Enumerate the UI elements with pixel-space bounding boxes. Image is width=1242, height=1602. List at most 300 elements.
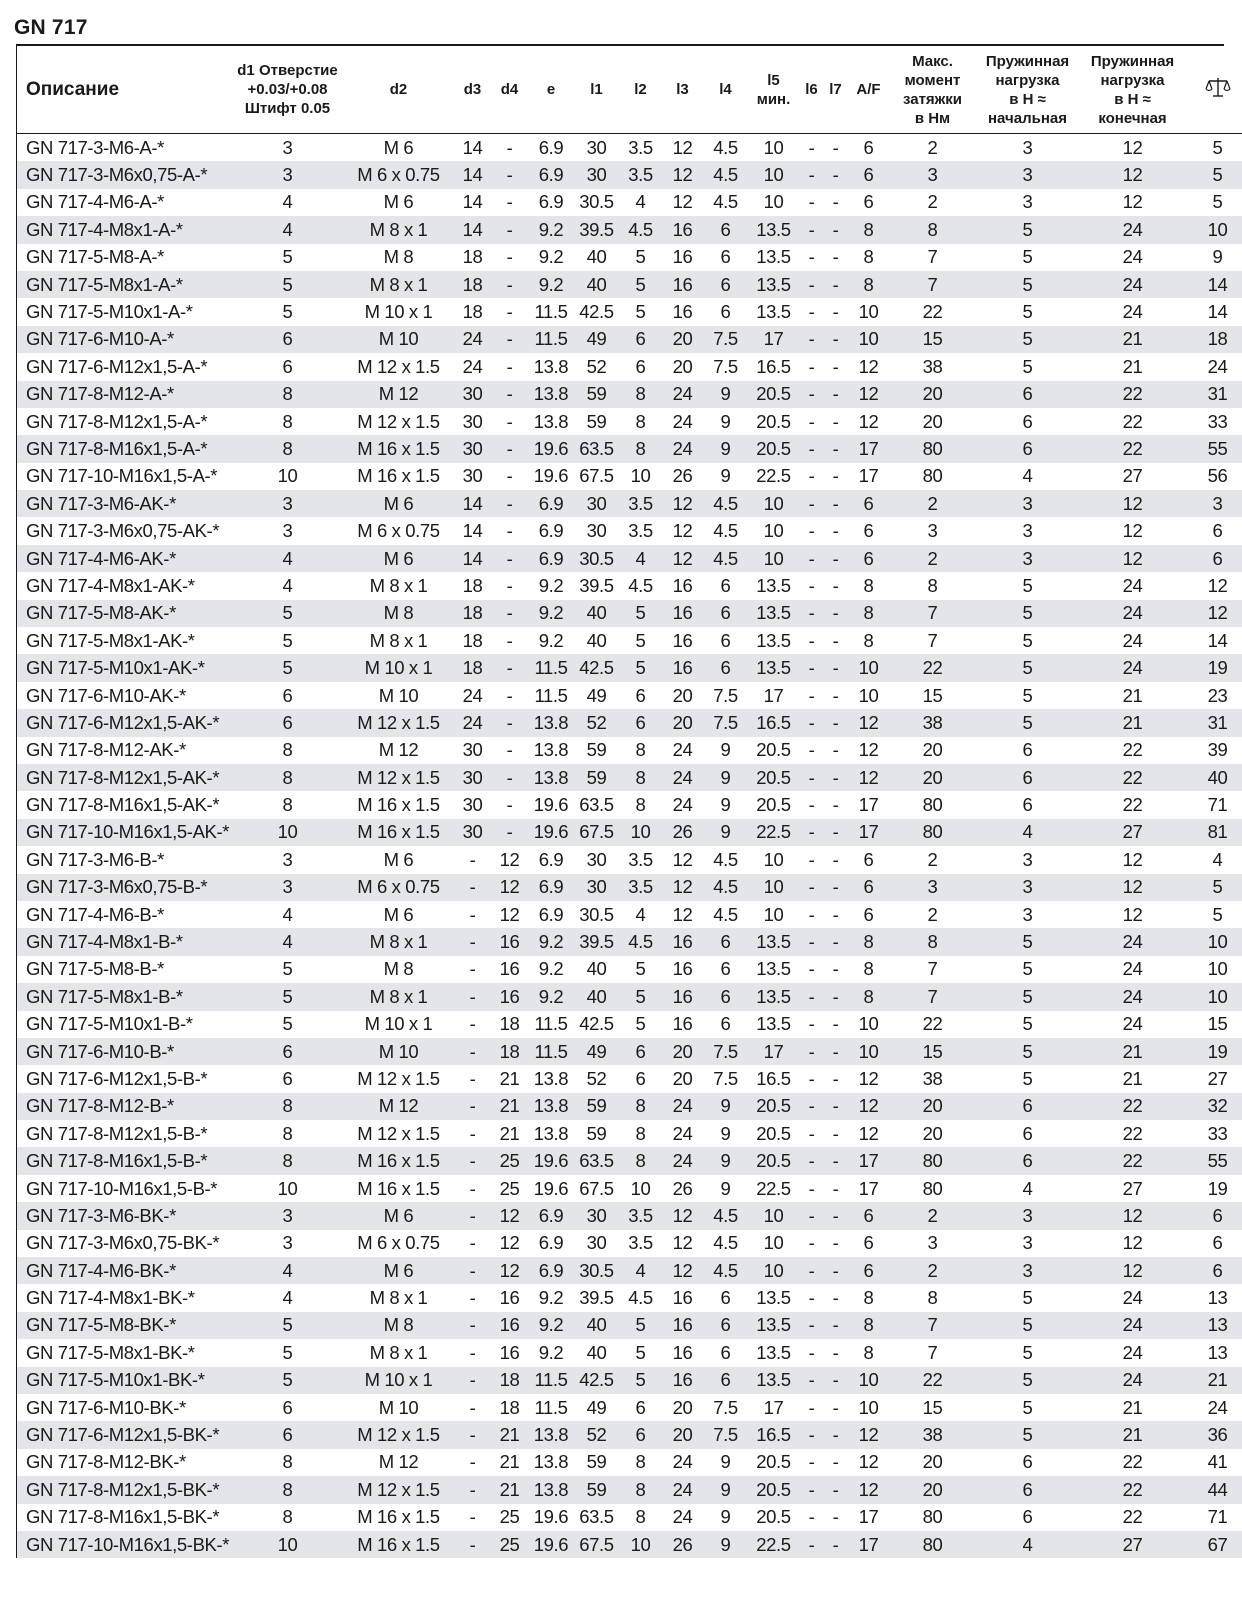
cell-l5: 10 [763,191,784,213]
table-row [17,271,1242,298]
cell-l1: 30 [586,520,607,542]
cell-l4: 7.5 [713,1067,738,1089]
cell-e: 13.8 [533,1122,569,1144]
cell-d2: M 16 x 1.5 [343,1531,455,1558]
cell-l5: 16.5 [748,1421,800,1448]
table-row [17,901,1242,928]
cell-weight: 71 [1207,1506,1228,1528]
cell-torque: 2 [890,490,976,517]
table-row [17,709,1242,736]
cell-l1: 42.5 [574,1367,620,1394]
cell-weight: 55 [1186,435,1242,462]
cell-d4: - [491,819,529,846]
cell-l7: - [824,1147,848,1174]
cell-torque: 2 [927,848,938,870]
cell-spring_initial: 5 [976,709,1080,736]
cell-d1: 6 [282,684,293,706]
cell-spring_final: 22 [1122,1451,1143,1473]
cell-d2: M 12 x 1.5 [357,355,440,377]
cell-spring_initial: 5 [976,928,1080,955]
cell-l2: 10 [630,1177,651,1199]
column-header-l4 [704,46,748,134]
cell-desc: GN 717-8-M16x1,5-B-* [17,1147,233,1174]
cell-desc: GN 717-8-M12x1,5-B-* [17,1120,233,1147]
cell-weight: 5 [1212,903,1223,925]
cell-desc: GN 717-6-M12x1,5-BK-* [17,1421,233,1448]
cell-d3: 14 [462,520,483,542]
cell-l1: 49 [586,684,607,706]
cell-l1: 49 [574,1038,620,1065]
cell-l7: - [824,709,848,736]
table-row [17,682,1242,709]
cell-l2: 5 [635,958,646,980]
cell-af: 12 [848,1421,890,1448]
cell-spring_initial: 5 [976,1367,1080,1394]
cell-weight: 19 [1186,1038,1242,1065]
table-row [17,1038,1242,1065]
cell-l4: 6 [704,1367,748,1394]
cell-l5: 20.5 [748,435,800,462]
cell-l6: - [800,1421,824,1448]
cell-l6: - [800,435,824,462]
cell-l5: 16.5 [756,355,791,377]
cell-spring_initial: 3 [1022,848,1033,870]
cell-spring_final: 24 [1080,928,1186,955]
cell-torque: 20 [890,1476,976,1503]
cell-torque: 80 [890,1531,976,1558]
cell-af: 12 [858,410,879,432]
cell-l2: 3.5 [620,874,662,901]
cell-l5: 13.5 [756,301,791,323]
cell-l1: 39.5 [579,574,614,596]
cell-d2: M 8 x 1 [343,216,455,243]
cell-af: 10 [848,654,890,681]
cell-l6: - [800,216,824,243]
cell-l2: 5 [620,654,662,681]
cell-l2: 6 [620,1038,662,1065]
cell-weight: 40 [1186,764,1242,791]
cell-d4: - [491,435,529,462]
cell-l2: 3.5 [628,1232,653,1254]
table-row [17,1230,1242,1257]
cell-desc: GN 717-5-M8x1-BK-* [17,1339,233,1366]
cell-d2: M 8 x 1 [369,629,428,651]
cell-l7: - [824,1312,848,1339]
cell-weight: 9 [1212,246,1223,268]
cell-l5: 13.5 [748,216,800,243]
cell-e: 6.9 [538,1232,564,1254]
cell-d4: 25 [491,1147,529,1174]
cell-l7: - [832,1341,839,1363]
cell-l5: 13.5 [748,1312,800,1339]
cell-spring_initial: 5 [1022,301,1033,323]
page-title: GN 717 [14,16,88,39]
cell-desc: GN 717-4-M8x1-AK-* [17,572,233,599]
cell-l3: 12 [662,490,704,517]
cell-af: 6 [848,161,890,188]
cell-l1: 49 [586,1396,607,1418]
cell-l3: 20 [672,684,693,706]
table-row [17,381,1242,408]
table-row [17,1147,1242,1174]
cell-torque: 2 [927,191,938,213]
cell-l2: 4 [620,545,662,572]
table-row [17,846,1242,873]
cell-torque: 3 [890,161,976,188]
cell-l7: - [832,1122,839,1144]
table-row [17,244,1242,271]
cell-af: 6 [863,848,874,870]
cell-l3: 26 [672,1177,693,1199]
cell-d3: - [455,983,491,1010]
cell-l2: 10 [620,1531,662,1558]
cell-l4: 6 [704,216,748,243]
cell-e: 9.2 [529,983,574,1010]
cell-l6: - [808,1067,815,1089]
cell-l7: - [832,355,839,377]
column-header-l6 [800,46,824,134]
cell-e: 9.2 [529,928,574,955]
cell-torque: 8 [890,216,976,243]
cell-spring_final: 27 [1122,1177,1143,1199]
cell-l5: 22.5 [748,819,800,846]
cell-l7: - [832,301,839,323]
cell-d3: - [469,1013,476,1035]
cell-d1: 4 [282,903,293,925]
cell-spring_initial: 5 [976,600,1080,627]
cell-l2: 8 [635,410,646,432]
cell-weight: 81 [1186,819,1242,846]
cell-l7: - [832,246,839,268]
column-header-d3 [455,46,491,134]
cell-e: 13.8 [529,1421,574,1448]
cell-l6: - [808,574,815,596]
cell-d1: 4 [282,574,293,596]
cell-l5: 20.5 [756,1506,791,1528]
cell-desc: GN 717-3-M6x0,75-A-* [17,161,233,188]
cell-l5: 10 [763,903,784,925]
cell-l4: 4.5 [713,1232,738,1254]
cell-l3: 16 [672,301,693,323]
table-row [17,1257,1242,1284]
cell-l3: 24 [662,381,704,408]
cell-desc: GN 717-5-M8-BK-* [17,1312,233,1339]
cell-l3: 20 [672,1067,693,1089]
cell-l1: 67.5 [574,1531,620,1558]
cell-desc: GN 717-4-M6-AK-* [17,545,233,572]
cell-spring_final: 12 [1122,1232,1143,1254]
cell-desc: GN 717-4-M6-BK-* [17,1257,233,1284]
cell-l5: 22.5 [756,1177,791,1199]
cell-l3: 16 [662,1367,704,1394]
cell-d2: M 12 [343,381,455,408]
cell-spring_initial: 5 [976,216,1080,243]
cell-d1: 8 [282,410,293,432]
cell-l3: 12 [672,1232,693,1254]
cell-d2: M 16 x 1.5 [343,1147,455,1174]
cell-l5: 10 [763,520,784,542]
cell-l7: - [832,1177,839,1199]
cell-l7: - [824,819,848,846]
cell-d1: 3 [233,161,343,188]
column-header-label: l2 [634,81,647,98]
cell-torque: 8 [927,1287,938,1309]
column-header-label: d3 [463,81,482,98]
column-header-l7 [824,46,848,134]
cell-d4: - [491,381,529,408]
cell-l4: 7.5 [704,709,748,736]
cell-l6: - [808,958,815,980]
cell-l4: 9 [704,1476,748,1503]
cell-l6: - [800,326,824,353]
cell-l4: 6 [720,574,731,596]
cell-l3: 24 [662,1147,704,1174]
cell-d3: - [469,848,476,870]
cell-d3: 30 [455,764,491,791]
cell-torque: 2 [927,136,938,158]
table-row [17,1312,1242,1339]
cell-d1: 4 [282,191,293,213]
cell-l6: - [800,1038,824,1065]
cell-torque: 20 [922,739,943,761]
table-row [17,298,1242,325]
cell-d4: 21 [499,1122,520,1144]
cell-d2: M 10 x 1 [343,654,455,681]
cell-l6: - [800,600,824,627]
cell-l7: - [824,1367,848,1394]
cell-spring_final: 24 [1080,1312,1186,1339]
cell-af: 6 [848,874,890,901]
cell-spring_final: 24 [1122,574,1143,596]
cell-weight: 6 [1186,545,1242,572]
cell-weight: 5 [1186,874,1242,901]
cell-l1: 59 [586,1451,607,1473]
cell-af: 12 [858,355,879,377]
cell-l1: 42.5 [579,301,614,323]
cell-d4: 25 [499,1177,520,1199]
cell-d3: - [455,1421,491,1448]
cell-spring_final: 24 [1122,301,1143,323]
cell-d1: 4 [282,1287,293,1309]
cell-desc: GN 717-4-M6-A-* [17,189,233,216]
cell-spring_final: 24 [1080,1367,1186,1394]
cell-desc: GN 717-3-M6x0,75-AK-* [17,517,233,544]
cell-d3: - [469,903,476,925]
cell-l1: 59 [586,1122,607,1144]
cell-weight: 5 [1212,136,1223,158]
cell-weight: 21 [1186,1367,1242,1394]
cell-l6: - [808,410,815,432]
cell-spring_initial: 6 [1022,1451,1033,1473]
cell-desc: GN 717-8-M12x1,5-AK-* [17,764,233,791]
cell-l2: 4 [635,191,646,213]
cell-torque: 7 [927,629,938,651]
cell-d2: M 10 x 1 [364,301,433,323]
cell-weight: 14 [1207,629,1228,651]
cell-l7: - [832,1232,839,1254]
cell-spring_final: 12 [1122,903,1143,925]
cell-d1: 8 [233,1147,343,1174]
column-header-weight [1186,46,1242,134]
cell-d1: 5 [233,654,343,681]
cell-l2: 8 [620,764,662,791]
cell-l3: 16 [672,1341,693,1363]
cell-l6: - [808,684,815,706]
cell-l4: 9 [704,1531,748,1558]
cell-desc: GN 717-6-M10-AK-* [17,682,233,709]
cell-l5: 13.5 [748,983,800,1010]
cell-l5: 13.5 [756,958,791,980]
cell-l6: - [808,191,815,213]
cell-l4: 4.5 [713,191,738,213]
cell-l6: - [800,928,824,955]
cell-l4: 4.5 [704,874,748,901]
cell-spring_final: 27 [1122,465,1143,487]
cell-e: 6.9 [538,903,564,925]
cell-l2: 4 [635,903,646,925]
column-header-label: d2 [389,81,408,98]
cell-l3: 24 [662,1093,704,1120]
cell-d4: 18 [491,1367,529,1394]
cell-desc: GN 717-4-M6-B-* [17,901,233,928]
cell-d3: - [455,1476,491,1503]
cell-desc: GN 717-4-M8x1-B-* [17,928,233,955]
cell-l4: 9 [720,1451,731,1473]
cell-spring_final: 24 [1122,629,1143,651]
cell-l7: - [832,520,839,542]
cell-l3: 16 [672,958,693,980]
cell-weight: 24 [1207,1396,1228,1418]
cell-l3: 24 [662,435,704,462]
cell-l3: 16 [662,654,704,681]
cell-e: 11.5 [534,1396,568,1418]
cell-desc: GN 717-4-M8x1-BK-* [17,1284,233,1311]
cell-desc: GN 717-8-M12-BK-* [17,1449,233,1476]
cell-l7: - [824,216,848,243]
cell-d4: 18 [499,1013,520,1035]
cell-l6: - [800,819,824,846]
cell-af: 10 [858,301,879,323]
cell-weight: 14 [1207,301,1228,323]
cell-weight: 55 [1186,1147,1242,1174]
cell-d2: M 12 x 1.5 [343,764,455,791]
cell-af: 12 [848,1093,890,1120]
cell-d2: M 6 [383,848,414,870]
cell-l7: - [832,1506,839,1528]
cell-l7: - [832,410,839,432]
cell-d2: M 6 x 0.75 [343,874,455,901]
cell-weight: 33 [1207,1122,1228,1144]
cell-af: 10 [848,1367,890,1394]
cell-d1: 8 [282,1506,293,1528]
cell-e: 11.5 [529,1038,574,1065]
cell-l1: 39.5 [579,1287,614,1309]
column-header-label: Пружинная нагрузка в Н ≈ конечная [1090,52,1175,127]
cell-l5: 20.5 [756,410,791,432]
cell-spring_final: 12 [1080,545,1186,572]
cell-l5: 20.5 [748,1476,800,1503]
cell-l4: 9 [704,764,748,791]
cell-e: 13.8 [529,709,574,736]
cell-l5: 10 [748,1257,800,1284]
cell-d1: 8 [282,794,293,816]
cell-l5: 10 [748,490,800,517]
cell-spring_initial: 5 [976,1421,1080,1448]
cell-l4: 4.5 [704,161,748,188]
cell-l5: 17 [748,1038,800,1065]
cell-desc: GN 717-5-M10x1-BK-* [17,1367,233,1394]
cell-d3: - [455,874,491,901]
cell-d3: 24 [462,684,483,706]
cell-e: 11.5 [534,1013,568,1035]
cell-d4: 16 [491,928,529,955]
cell-torque: 20 [890,1093,976,1120]
cell-l7: - [832,1451,839,1473]
cell-desc: GN 717-5-M8x1-B-* [17,983,233,1010]
table-row [17,1449,1242,1476]
cell-l1: 30 [574,490,620,517]
cell-l6: - [800,1257,824,1284]
cell-spring_final: 12 [1122,848,1143,870]
cell-d2: M 10 x 1 [364,1013,433,1035]
cell-desc: GN 717-6-M10-B-* [17,1038,233,1065]
cell-d1: 5 [282,301,293,323]
cell-l1: 40 [586,629,607,651]
cell-spring_final: 21 [1080,1038,1186,1065]
cell-l6: - [800,1147,824,1174]
table-row [17,572,1242,599]
cell-l6: - [808,136,815,158]
column-header-l3 [662,46,704,134]
cell-l6: - [808,1287,815,1309]
cell-l7: - [824,435,848,462]
cell-l2: 8 [635,1506,646,1528]
cell-l2: 4.5 [620,928,662,955]
cell-d3: - [455,1038,491,1065]
cell-l1: 63.5 [574,435,620,462]
cell-desc: GN 717-6-M10-BK-* [17,1394,233,1421]
table-row [17,737,1242,764]
cell-l3: 20 [662,709,704,736]
cell-desc: GN 717-3-M6x0,75-BK-* [17,1230,233,1257]
cell-l4: 9 [720,1506,731,1528]
cell-e: 19.6 [533,465,569,487]
cell-af: 8 [863,629,874,651]
cell-l2: 4.5 [628,574,653,596]
cell-desc: GN 717-8-M12x1,5-BK-* [17,1476,233,1503]
cell-d4: 12 [491,874,529,901]
cell-l5: 22.5 [748,1531,800,1558]
cell-spring_initial: 3 [976,1202,1080,1229]
cell-l3: 24 [672,410,693,432]
cell-l1: 39.5 [574,216,620,243]
cell-d4: - [506,684,513,706]
column-header-label: Макс. момент затяжки в Нм [902,52,963,127]
column-header-torque [890,46,976,134]
cell-desc: GN 717-5-M10x1-AK-* [17,654,233,681]
cell-e: 6.9 [529,490,574,517]
cell-l7: - [824,874,848,901]
cell-d2: M 6 [383,191,414,213]
column-header-e [529,46,574,134]
cell-spring_final: 12 [1080,1202,1186,1229]
cell-l1: 30 [586,136,607,158]
cell-af: 6 [863,520,874,542]
cell-torque: 80 [890,435,976,462]
table-header-row [17,46,1242,134]
table-row [17,1476,1242,1503]
cell-e: 6.9 [529,1202,574,1229]
